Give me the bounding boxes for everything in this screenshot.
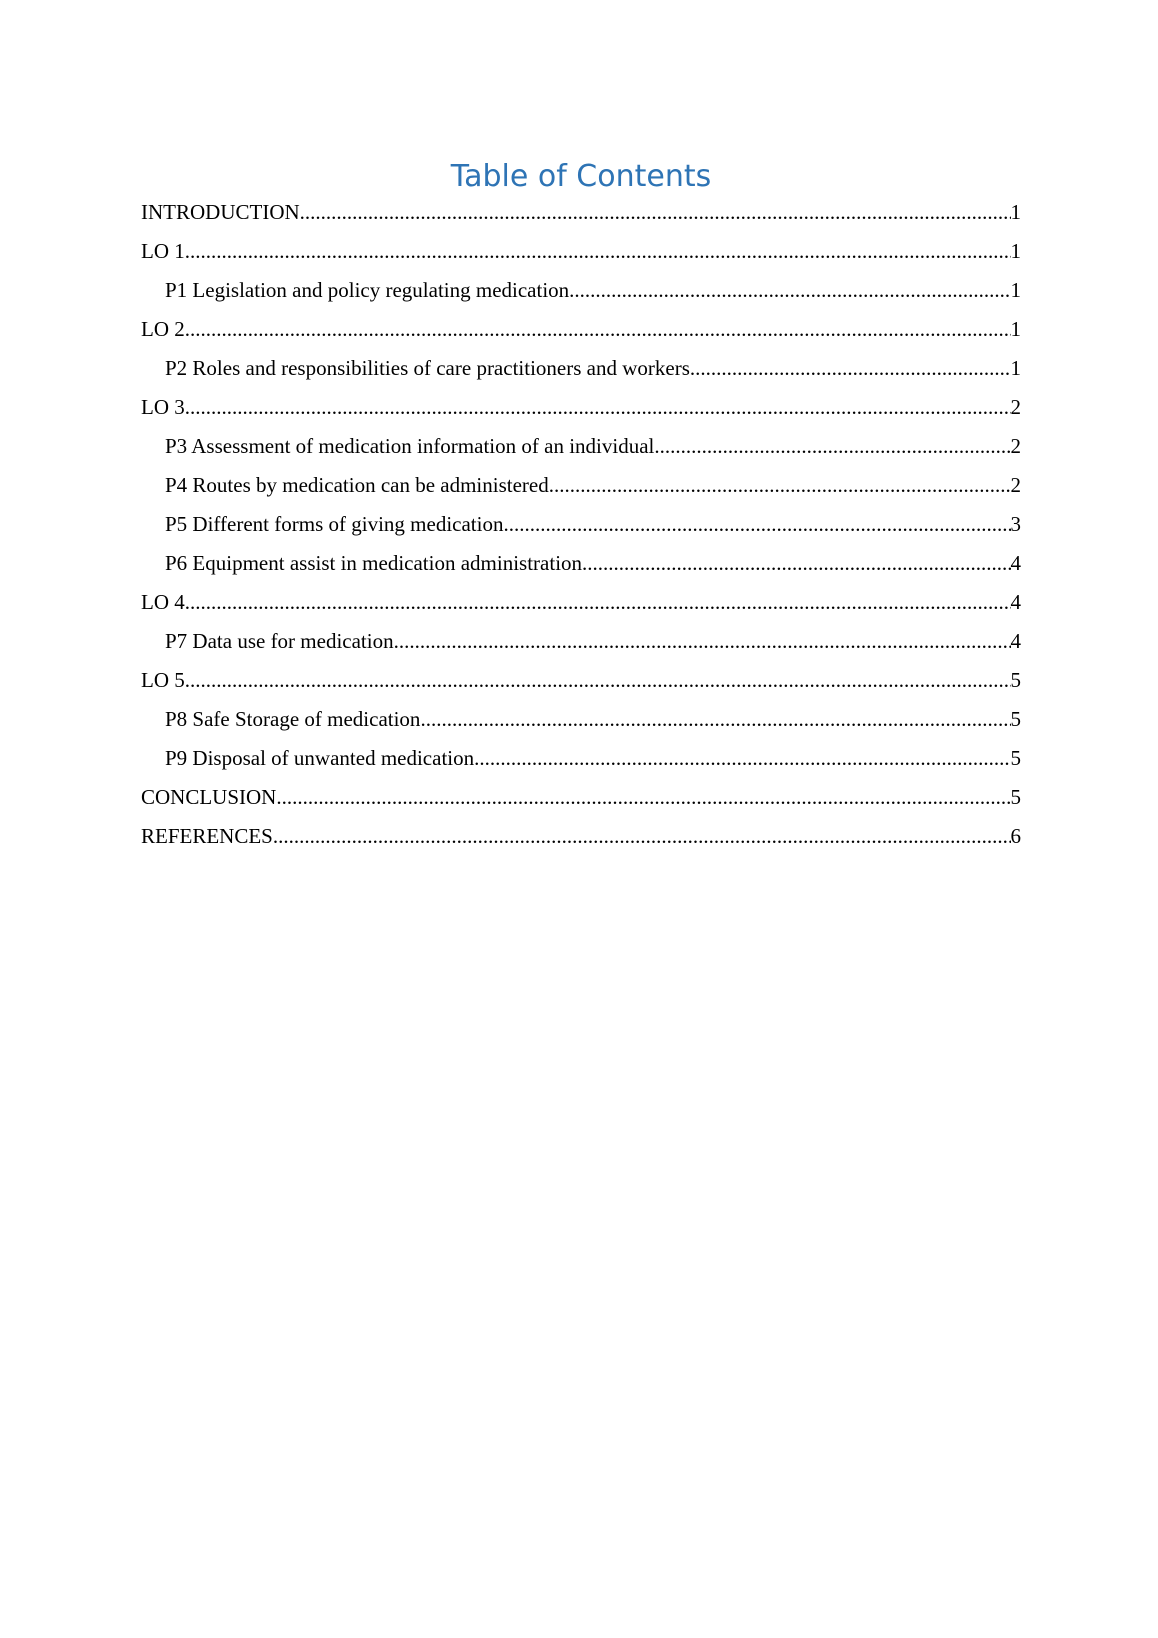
- toc-page-number: 4: [1010, 629, 1021, 653]
- toc-entry-p1[interactable]: [141, 278, 1021, 317]
- toc-page-number: 5: [1010, 668, 1021, 692]
- toc-entry-lo5[interactable]: [141, 668, 1021, 707]
- toc-entry-conclusion[interactable]: [141, 785, 1021, 824]
- toc-entry-label: LO 2: [141, 317, 185, 341]
- toc-dot-leader: [394, 629, 1011, 653]
- toc-entry-lo4[interactable]: [141, 590, 1021, 629]
- toc-entry-label: P1 Legislation and policy regulating medication: [165, 278, 570, 302]
- toc-dot-leader: [690, 356, 1011, 380]
- document-page: [141, 160, 1021, 863]
- toc-entry-p4[interactable]: [141, 473, 1021, 512]
- toc-entry-label: INTRODUCTION: [141, 200, 300, 224]
- toc-entry-label: LO 4: [141, 590, 185, 614]
- toc-page-number: 6: [1010, 824, 1021, 848]
- toc-entry-label: P8 Safe Storage of medication: [165, 707, 421, 731]
- toc-page-number: 5: [1010, 707, 1021, 731]
- toc-page-number: 1: [1010, 317, 1021, 341]
- toc-entry-label: LO 3: [141, 395, 185, 419]
- toc-page-number: 5: [1010, 746, 1021, 770]
- toc-title: Table of Contents: [450, 159, 712, 194]
- toc-entry-lo3[interactable]: [141, 395, 1021, 434]
- toc-entry-p3[interactable]: [141, 434, 1021, 473]
- toc-dot-leader: [503, 512, 1010, 536]
- toc-entry-p7[interactable]: [141, 629, 1021, 668]
- toc-entry-p5[interactable]: [141, 512, 1021, 551]
- toc-dot-leader: [569, 278, 1010, 302]
- toc-entry-p9[interactable]: [141, 746, 1021, 785]
- toc-entry-label: P5 Different forms of giving medication: [165, 512, 504, 536]
- toc-page-number: 1: [1010, 200, 1021, 224]
- toc-entry-label: CONCLUSION: [141, 785, 277, 809]
- toc-entry-p8[interactable]: [141, 707, 1021, 746]
- toc-dot-leader: [549, 473, 1011, 497]
- toc-entry-lo1[interactable]: [141, 239, 1021, 278]
- toc-entry-label: P3 Assessment of medication information of an individual: [165, 434, 655, 458]
- toc-page-number: 5: [1010, 785, 1021, 809]
- toc-entry-lo2[interactable]: [141, 317, 1021, 356]
- toc-page-number: 2: [1010, 434, 1021, 458]
- toc-entry-label: P4 Routes by medication can be administered: [165, 473, 549, 497]
- toc-dot-leader: [276, 785, 1010, 809]
- toc-dot-leader: [420, 707, 1010, 731]
- toc-dot-leader: [582, 551, 1010, 575]
- toc-page-number: 1: [1010, 356, 1021, 380]
- toc-entry-label: P9 Disposal of unwanted medication: [165, 746, 475, 770]
- toc-dot-leader: [474, 746, 1010, 770]
- toc-page-number: 1: [1010, 278, 1021, 302]
- toc-dot-leader: [185, 395, 1011, 419]
- toc-entry-label: LO 5: [141, 668, 185, 692]
- toc-page-number: 1: [1010, 239, 1021, 263]
- toc-dot-leader: [185, 317, 1011, 341]
- toc-entry-p6[interactable]: [141, 551, 1021, 590]
- toc-entry-label: P7 Data use for medication: [165, 629, 394, 653]
- toc-page-number: 4: [1010, 551, 1021, 575]
- toc-dot-leader: [300, 200, 1011, 224]
- toc-page-number: 2: [1010, 473, 1021, 497]
- toc-dot-leader: [185, 590, 1011, 614]
- toc-page-number: 3: [1010, 512, 1021, 536]
- toc-dot-leader: [273, 824, 1011, 848]
- toc-dot-leader: [654, 434, 1010, 458]
- toc-entry-p2[interactable]: [141, 356, 1021, 395]
- toc-page-number: 2: [1010, 395, 1021, 419]
- toc-dot-leader: [185, 668, 1011, 692]
- toc-entry-label: P2 Roles and responsibilities of care practitioners and workers: [165, 356, 690, 380]
- toc-entry-label: REFERENCES: [141, 824, 273, 848]
- toc-dot-leader: [185, 239, 1011, 263]
- toc-entry-references[interactable]: [141, 824, 1021, 863]
- toc-page-number: 4: [1010, 590, 1021, 614]
- toc-entry-label: LO 1: [141, 239, 185, 263]
- toc-entry-label: P6 Equipment assist in medication administration: [165, 551, 583, 575]
- toc-entry-introduction[interactable]: [141, 200, 1021, 239]
- toc-list: [141, 200, 1021, 863]
